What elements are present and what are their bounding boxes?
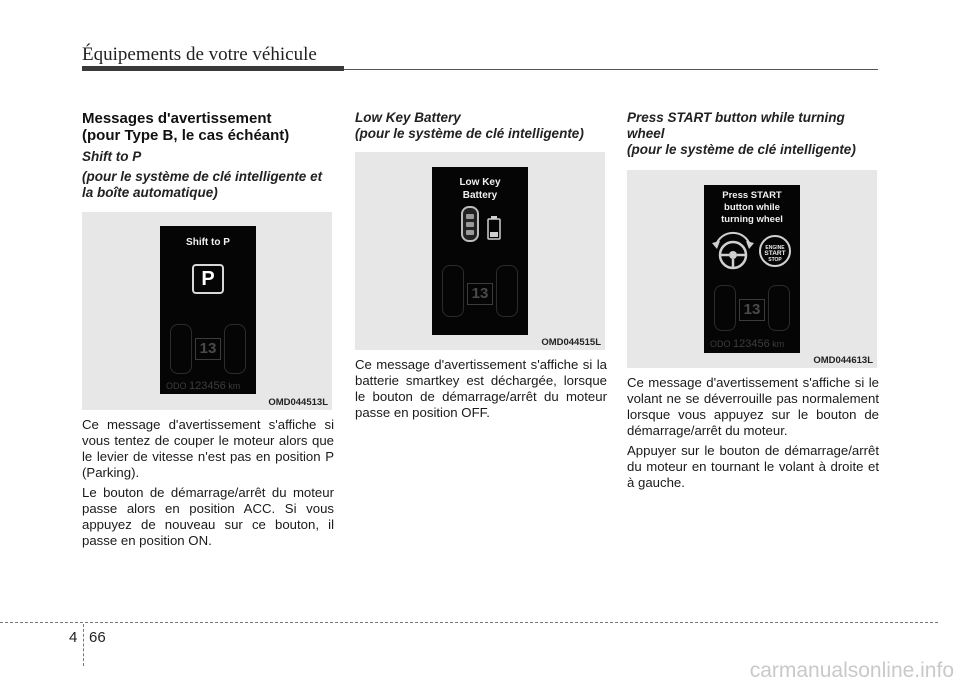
figure-code: OMD044515L	[541, 337, 601, 348]
left-gauge-icon	[442, 265, 464, 317]
odo-label: ODO	[710, 339, 731, 349]
odo-label: ODO	[166, 381, 187, 391]
watermark: carmanualsonline.info	[749, 659, 954, 682]
header-rule	[344, 69, 878, 70]
title-line1: Low Key Battery	[355, 110, 461, 125]
column-press-start	[627, 110, 879, 491]
page-header-title: Équipements de votre véhicule	[82, 44, 317, 65]
gear-p-icon: P	[192, 264, 224, 294]
chapter-number: 4	[69, 629, 78, 646]
subtitle-conditions-line2: la boîte automatique)	[82, 185, 218, 200]
btn-line1: ENGINE	[765, 245, 785, 251]
engine-start-stop-button-icon	[759, 235, 791, 267]
display-line2: button while	[724, 202, 780, 213]
body-paragraph-1: Ce message d'avertissement s'affiche si le volant ne se déverrouille pas normalement lorsque vous appuyez sur le bouton de démarrage/arrêt du moteur.	[627, 375, 879, 438]
footer-rule	[0, 622, 938, 623]
left-gauge-icon	[170, 324, 192, 374]
figure-code: OMD044513L	[268, 397, 328, 408]
body-paragraph-1: Ce message d'avertissement s'affiche si vous tentez de couper le moteur alors que le levier de vitesse n'est pas en position P (Parking).	[82, 417, 334, 480]
display-line2: Battery	[462, 190, 498, 201]
body-paragraph-2: Le bouton de démarrage/arrêt du moteur passe alors en position ACC. Si vous appuyez de nouveau sur ce bouton, il passe en position ON.	[82, 485, 334, 548]
btn-line2: START	[764, 250, 786, 257]
display-line1: Low Key	[459, 177, 501, 188]
odometer-readout	[710, 338, 784, 350]
display-digit: 13	[467, 283, 493, 305]
display-line1: Press START	[722, 190, 782, 201]
steering-wheel-icon	[710, 231, 756, 273]
display-digit: 13	[195, 338, 221, 360]
column-shift-to-p	[82, 110, 334, 549]
title-line2: wheel	[627, 126, 665, 141]
smartkey-battery-icon	[458, 205, 508, 245]
body-paragraph-2: Appuyer sur le bouton de démarrage/arrêt du moteur en tournant le volant à droite et à gauche.	[627, 443, 879, 490]
page-number: 66	[89, 629, 106, 646]
subtitle-shift-to-p: Shift to P	[82, 149, 142, 164]
odo-unit: km	[772, 339, 785, 349]
figure-shift-to-p	[82, 212, 332, 410]
odo-value: 123456	[189, 380, 226, 392]
right-gauge-icon	[224, 324, 246, 374]
display-digit: 13	[739, 299, 765, 321]
subtitle-conditions-line1: (pour le système de clé intelligente et	[82, 169, 323, 184]
cluster-display	[704, 185, 800, 353]
title-line1: Press START button while turning	[627, 110, 845, 125]
display-line3: turning wheel	[721, 214, 783, 225]
section-title-low-key-battery	[355, 110, 607, 142]
section-title-line2: (pour Type B, le cas échéant)	[82, 127, 290, 144]
right-gauge-icon	[768, 285, 790, 331]
left-gauge-icon	[714, 285, 736, 331]
display-message: Shift to P	[186, 237, 230, 248]
column-low-key-battery	[355, 110, 607, 421]
section-title	[82, 110, 334, 144]
subtitle-conditions	[82, 169, 334, 201]
figure-low-key-battery	[355, 152, 605, 350]
btn-line3: STOP	[768, 257, 782, 263]
title-line3: (pour le système de clé intelligente)	[627, 142, 856, 157]
odo-unit: km	[228, 381, 241, 391]
odo-value: 123456	[733, 338, 770, 350]
odometer-readout	[166, 380, 240, 392]
right-gauge-icon	[496, 265, 518, 317]
body-paragraph-1: Ce message d'avertissement s'affiche si la batterie smartkey est déchargée, lorsque le bouton de démarrage/arrêt du moteur passe en position OFF.	[355, 357, 607, 420]
display-message	[432, 176, 528, 202]
footer-divider	[83, 624, 84, 666]
display-message	[704, 190, 800, 226]
section-title-press-start	[627, 110, 879, 158]
title-line2: (pour le système de clé intelligente)	[355, 126, 584, 141]
figure-press-start	[627, 170, 877, 368]
section-title-line1: Messages d'avertissement	[82, 110, 272, 127]
cluster-display	[432, 167, 528, 335]
figure-code: OMD044613L	[813, 355, 873, 366]
cluster-display	[160, 226, 256, 394]
header-accent-bar	[82, 66, 344, 71]
